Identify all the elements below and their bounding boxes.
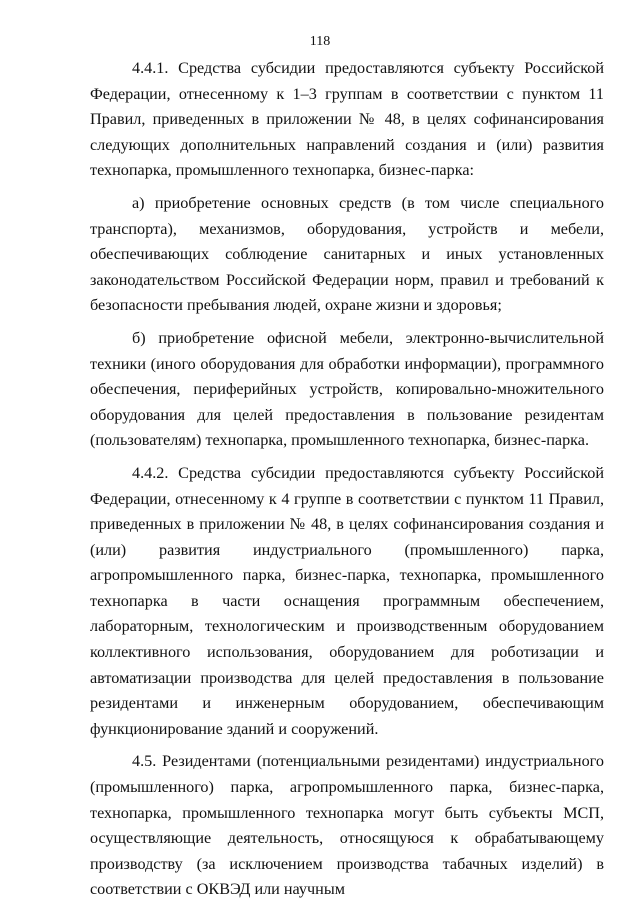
paragraph-4-4-1: 4.4.1. Средства субсидии предоставляются субъекту Российской Федерации, отнесенному к 1–3 группам в соответствии с пунктом 11 Правил, приведенных в приложении № 48, в целях софинансирования следующих дополнительных направлений создания и (или) развития технопарка, промышленного технопарка, бизнес-парка: [90, 59, 604, 180]
paragraph-4-5: 4.5. Резидентами (потенциальными резидентами) индустриального (промышленного) парка, агропромышленного парка, бизнес-парка, технопарка, промышленного технопарка могут быть субъекты МСП, осуществляющие деятельность, относящуюся к обрабатывающему производству (за исключением производства табачных изделий) в соответствии с ОКВЭД или научным [90, 752, 604, 899]
paragraph-item-a: а) приобретение основных средств (в том числе специального транспорта), механизмов, оборудования, устройств и мебели, обеспечивающих соблюдение санитарных и иных установленных законодательством Российской Федерации норм, правил и требований к безопасности пребывания людей, охране жизни и здоровья; [90, 193, 604, 315]
page-number: 118 [309, 34, 331, 49]
paragraph-item-b: б) приобретение офисной мебели, электронно-вычислительной техники (иного оборудования для обработки информации), программного обеспечения, периферийных устройств, копировально-множительного оборудования для целей предоставления в пользование резидентам (пользователям) технопарка, промышленного технопарка, бизнес-парка. [90, 328, 604, 450]
paragraph-4-4-2: 4.4.2. Средства субсидии предоставляются субъекту Российской Федерации, отнесенному к 4 группе в соответствии с пунктом 11 Правил, приведенных в приложении № 48, в целях софинансирования создания и (или) развития индустриального (промышленного) парка, агропромышленного парка, бизнес-парка, технопарка, промышленного технопарка в части оснащения программным обеспечением, лабораторным, технологическим и производственным оборудованием коллективного использования, оборудованием для роботизации и автоматизации производства для целей предоставления в пользование резидентами и инженерным оборудованием, обеспечивающим функционирование зданий и сооружений. [90, 463, 604, 738]
document-body [90, 56, 604, 910]
